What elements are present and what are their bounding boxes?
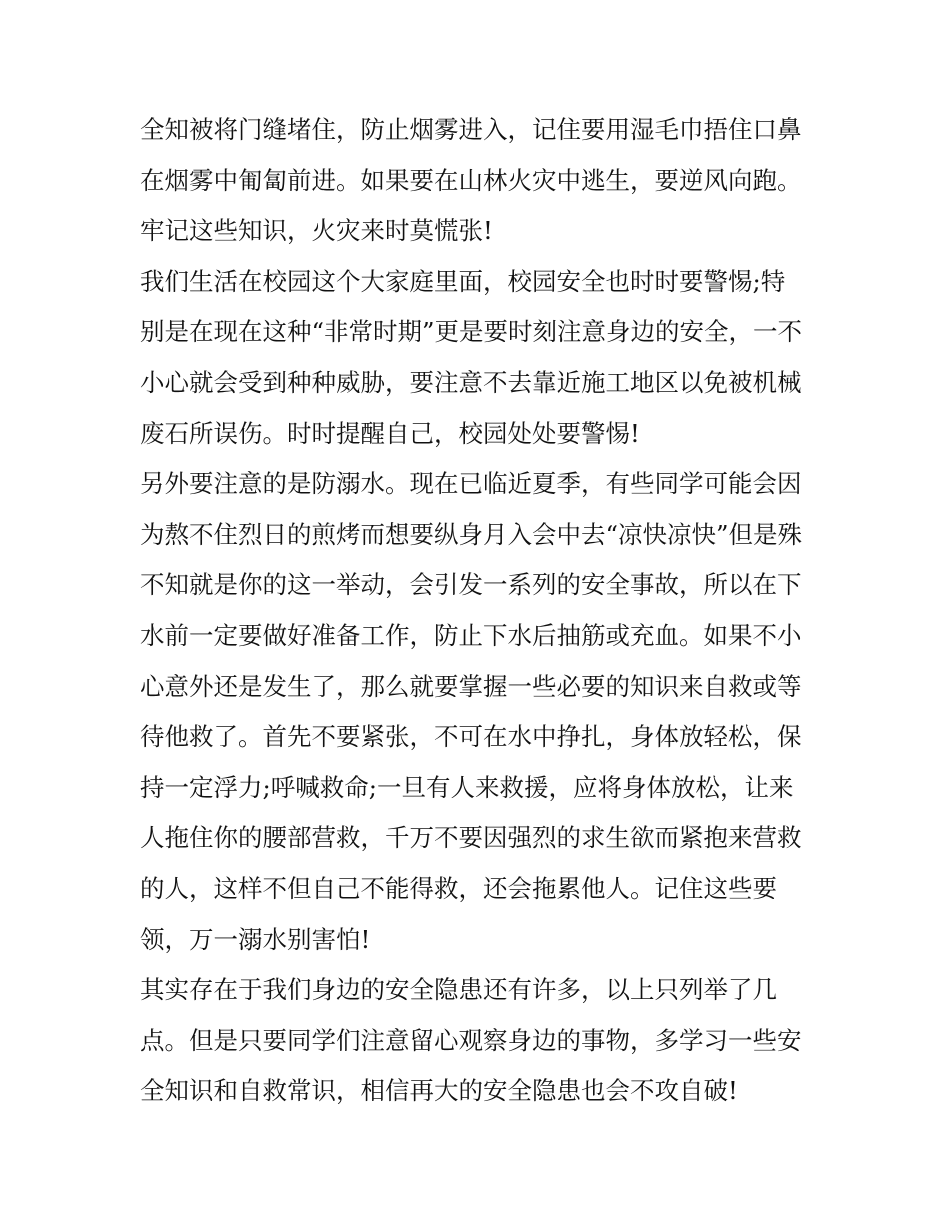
text-line: 人拖住你的腰部营救，千万不要因强烈的求生欲而紧抱来营救 — [140, 823, 802, 853]
text-line: 在烟雾中匍匐前进。如果要在山林火灾中逃生，要逆风向跑。 — [140, 165, 802, 195]
text-line: 待他救了。首先不要紧张，不可在水中挣扎，身体放轻松，保 — [140, 722, 802, 752]
text-line: 不知就是你的这一举动，会引发一系列的安全事故，所以在下 — [140, 570, 802, 600]
text-line: 牢记这些知识，火灾来时莫慌张! — [140, 216, 493, 246]
text-line: 持一定浮力;呼喊救命;一旦有人来救援，应将身体放松，让来 — [140, 772, 794, 802]
text-line: 我们生活在校园这个大家庭里面，校园安全也时时要警惕;特 — [140, 266, 786, 296]
text-line: 心意外还是发生了，那么就要掌握一些必要的知识来自救或等 — [140, 671, 802, 701]
document-body — [140, 105, 830, 1117]
text-line: 点。但是只要同学们注意留心观察身边的事物，多学习一些安 — [140, 1025, 802, 1055]
text-line: 全知识和自救常识，相信再大的安全隐患也会不攻自破! — [140, 1076, 738, 1106]
text-line: 水前一定要做好准备工作，防止下水后抽筋或充血。如果不小 — [140, 620, 802, 650]
text-line: 废石所误伤。时时提醒自己，校园处处要警惕! — [140, 418, 640, 448]
text-line: 为熬不住烈日的煎烤而想要纵身月入会中去“凉快凉快”但是殊 — [140, 519, 803, 549]
text-line: 其实存在于我们身边的安全隐患还有许多，以上只列举了几 — [140, 975, 777, 1005]
text-line: 领，万一溺水别害怕! — [140, 924, 371, 954]
text-line: 别是在现在这种“非常时期”更是要时刻注意身边的安全，一不 — [140, 317, 803, 347]
text-line: 小心就会受到种种威胁，要注意不去靠近施工地区以免被机械 — [140, 367, 802, 397]
text-line: 另外要注意的是防溺水。现在已临近夏季，有些同学可能会因 — [140, 469, 802, 499]
text-line: 的人，这样不但自己不能得救，还会拖累他人。记住这些要 — [140, 873, 777, 903]
text-line: 全知被将门缝堵住，防止烟雾进入，记住要用湿毛巾捂住口鼻 — [140, 115, 802, 144]
